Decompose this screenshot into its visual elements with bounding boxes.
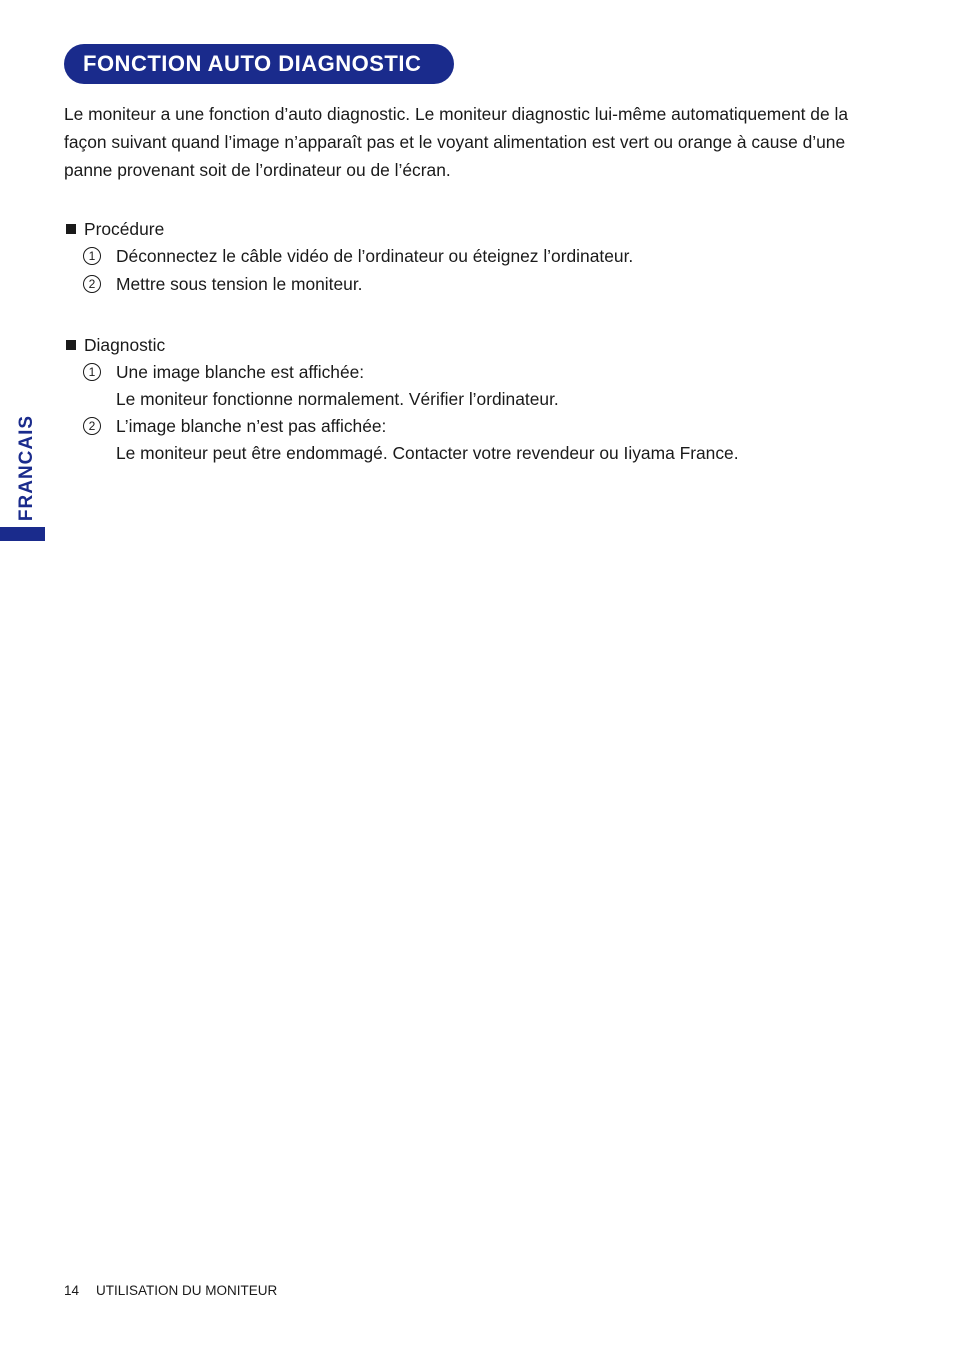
page-number: 14 — [64, 1283, 80, 1298]
diagnostic-case-result: Le moniteur fonctionne normalement. Vérifier l’ordinateur. — [116, 389, 559, 409]
intro-paragraph — [64, 100, 884, 184]
procedure-step — [64, 243, 884, 270]
circled-number-icon: 1 — [83, 363, 101, 381]
diagnostic-case-result: Le moniteur peut être endommagé. Contacter votre revendeur ou Iiyama France. — [116, 443, 739, 463]
circled-number-icon: 2 — [83, 275, 101, 293]
square-bullet-icon — [66, 224, 76, 234]
procedure-step-text: Déconnectez le câble vidéo de l’ordinateur ou éteignez l’ordinateur. — [116, 246, 634, 266]
intro-line: Le moniteur a une fonction d’auto diagnostic. Le moniteur diagnostic lui-même automatiquement de la — [64, 104, 849, 124]
procedure-step-text: Mettre sous tension le moniteur. — [116, 274, 363, 294]
intro-line: façon suivant quand l’image n’apparaît pas et le voyant alimentation est vert ou orange à cause d’une — [64, 132, 846, 152]
circled-number-icon: 2 — [83, 417, 101, 435]
diagnostic-section — [64, 332, 884, 467]
page-footer — [64, 1283, 294, 1298]
diagnostic-heading — [64, 332, 884, 359]
page-title-text: FONCTION AUTO DIAGNOSTIC — [83, 51, 422, 76]
square-bullet-icon — [66, 340, 76, 350]
language-tab-marker — [0, 527, 45, 541]
circled-number-icon: 1 — [83, 247, 101, 265]
page-title — [64, 44, 454, 84]
diagnostic-heading-text: Diagnostic — [84, 335, 166, 355]
procedure-section — [64, 216, 884, 298]
footer-section-title: UTILISATION DU MONITEUR — [96, 1283, 278, 1298]
diagnostic-case-condition: Une image blanche est affichée: — [116, 362, 365, 382]
procedure-step — [64, 271, 884, 298]
procedure-heading — [64, 216, 884, 243]
language-tab-label: FRANCAIS — [16, 414, 37, 522]
diagnostic-case-condition: L’image blanche n’est pas affichée: — [116, 416, 387, 436]
intro-line: panne provenant soit de l’ordinateur ou de l’écran. — [64, 160, 451, 180]
diagnostic-case — [64, 413, 884, 467]
procedure-heading-text: Procédure — [84, 219, 165, 239]
diagnostic-case — [64, 359, 884, 413]
